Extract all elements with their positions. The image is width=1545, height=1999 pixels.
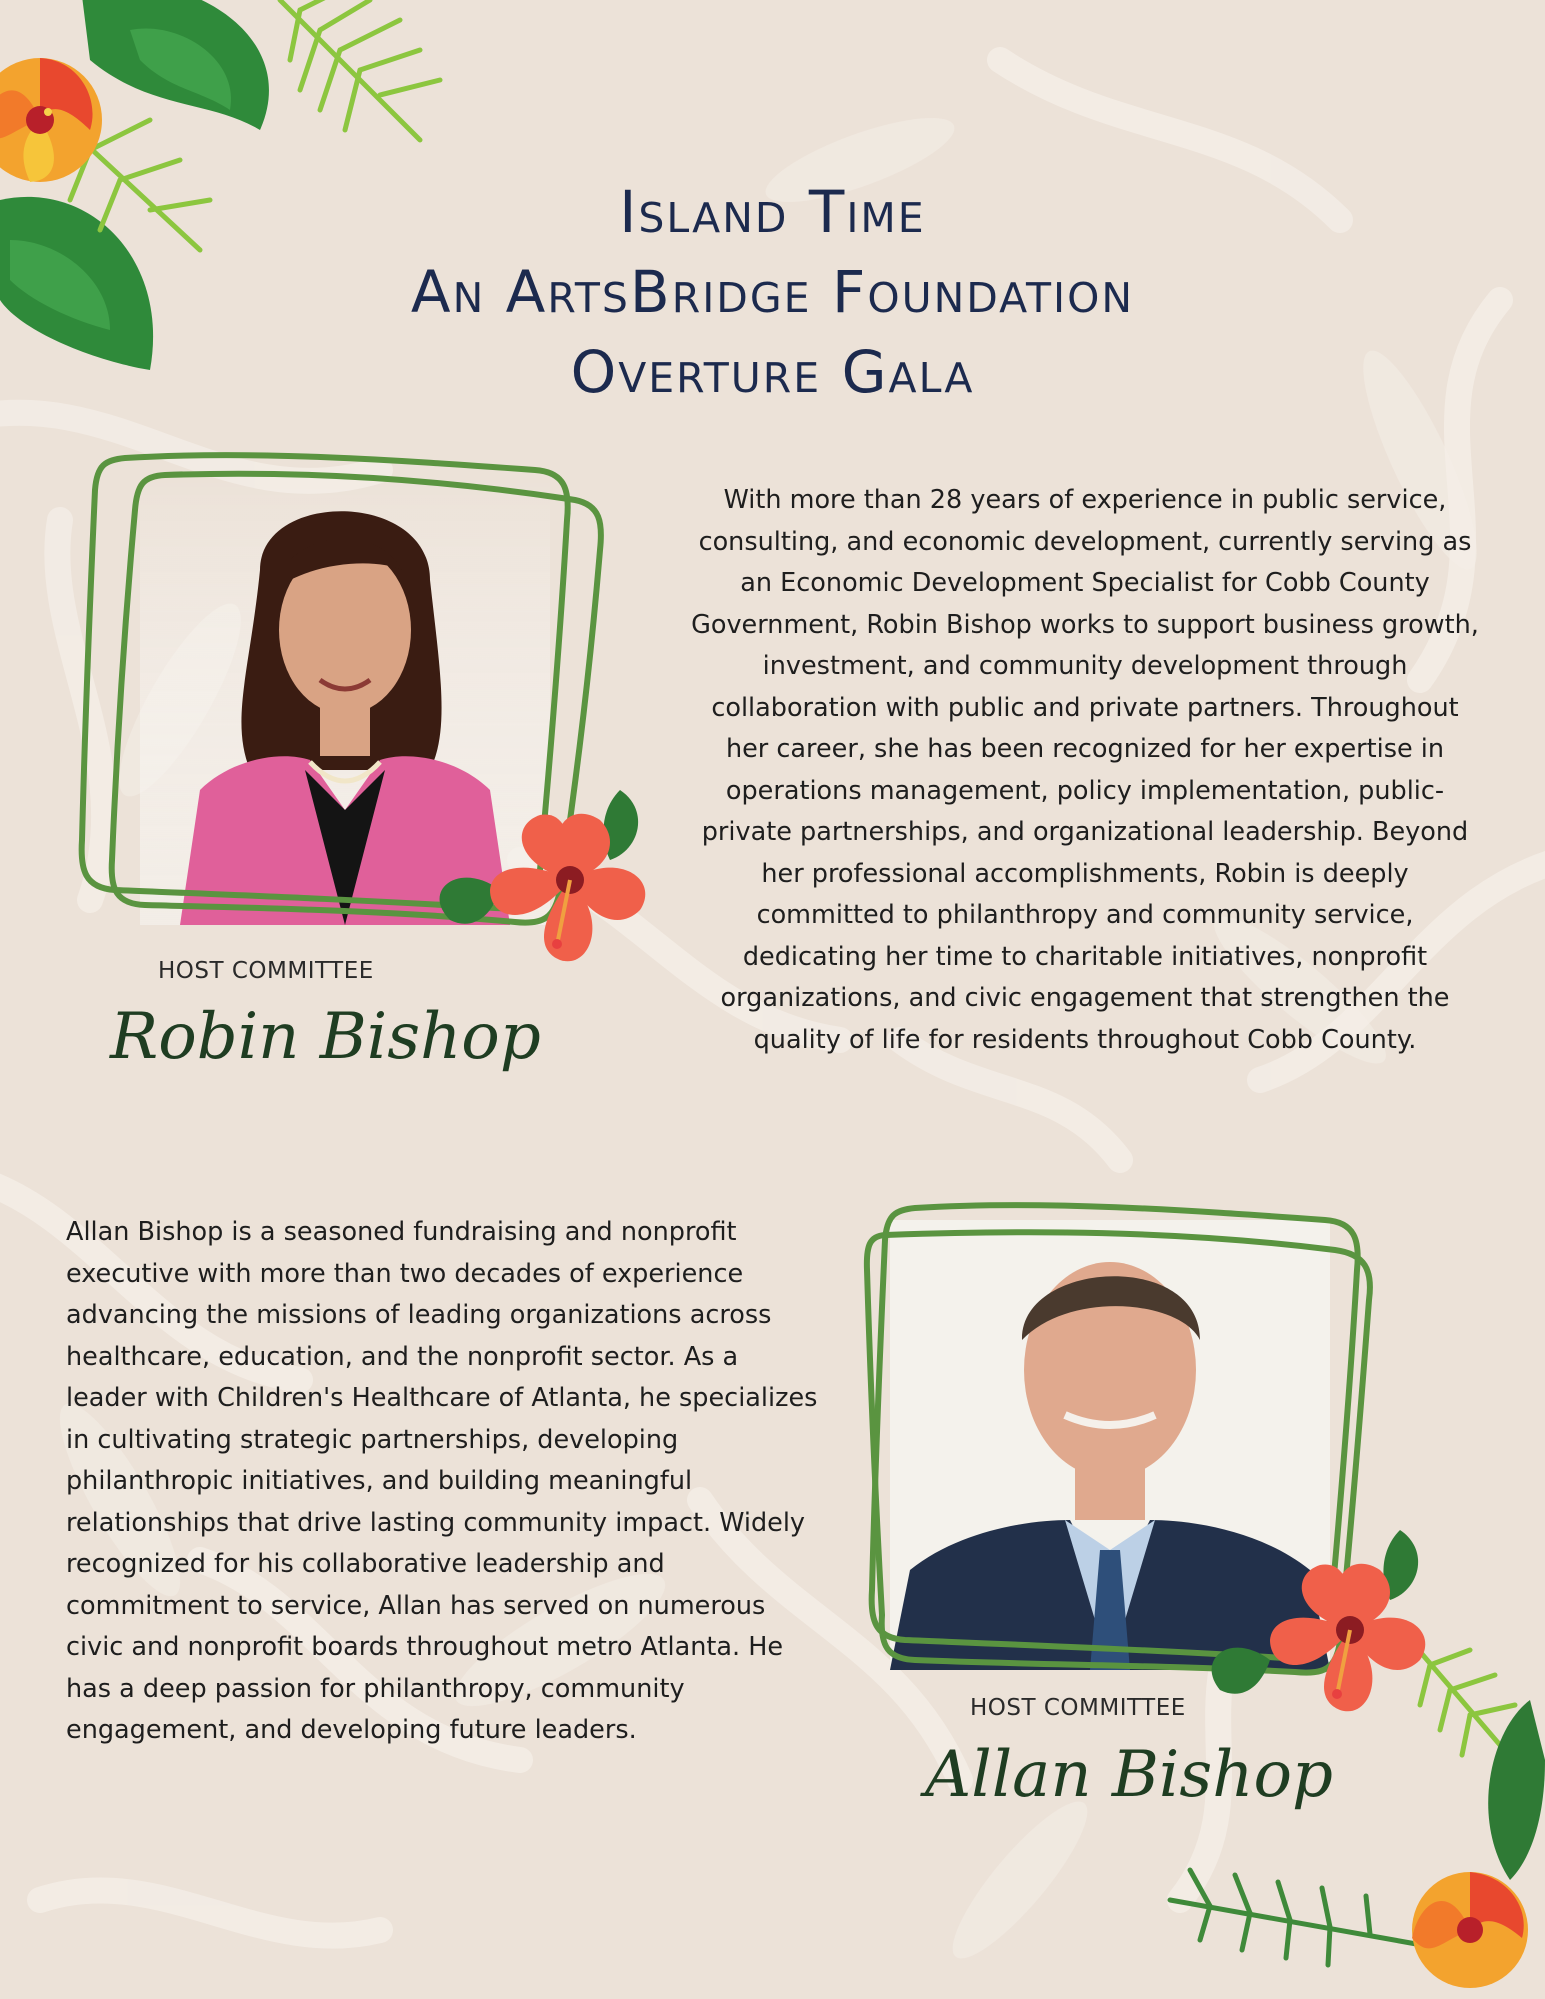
- signature-robin-bishop: Robin Bishop: [110, 1000, 541, 1074]
- event-title-line-2: An ArtsBridge Foundation: [410, 258, 1135, 326]
- event-title: [0, 172, 1545, 412]
- hibiscus-flower-icon: [1200, 1510, 1460, 1750]
- robin-bishop-bio: With more than 28 years of experience in public service, consulting, and economic development, currently serving as an Economic Development Specialist for Cobb County Government, Robin Bishop works to support business growth, investment, and community development through collaboration with public and private partners. Throughout her career, she has been recognized for her expertise in operations management, policy implementation, public-private partnerships, and organizational leadership. Beyond her professional accomplishments, Robin is deeply committed to philanthropy and community service, dedicating her time to charitable initiatives, nonprofit organizations, and civic engagement that strengthen the quality of life for residents throughout Cobb County.: [691, 485, 1479, 1055]
- host-committee-label-robin: HOST COMMITTEE: [158, 958, 374, 984]
- allan-bishop-bio: Allan Bishop is a seasoned fundraising and nonprofit executive with more than two decades of experience advancing the missions of leading organizations across healthcare, education, and the nonprofit sector. As a leader with Children's Healthcare of Atlanta, he specializes in cultivating strategic partnerships, developing philanthropic initiatives, and building meaningful relationships that drive lasting community impact. Widely recognized for his collaborative leadership and commitment to service, Allan has served on numerous civic and nonprofit boards throughout metro Atlanta. He has a deep passion for philanthropy, community engagement, and developing future leaders.: [66, 1217, 818, 1745]
- event-title-line-3: Overture Gala: [570, 338, 975, 406]
- signature-allan-bishop: Allan Bishop: [925, 1738, 1333, 1812]
- host-committee-label-allan: HOST COMMITTEE: [970, 1695, 1186, 1721]
- hibiscus-flower-icon: [420, 770, 680, 1000]
- event-title-line-1: Island Time: [619, 178, 926, 246]
